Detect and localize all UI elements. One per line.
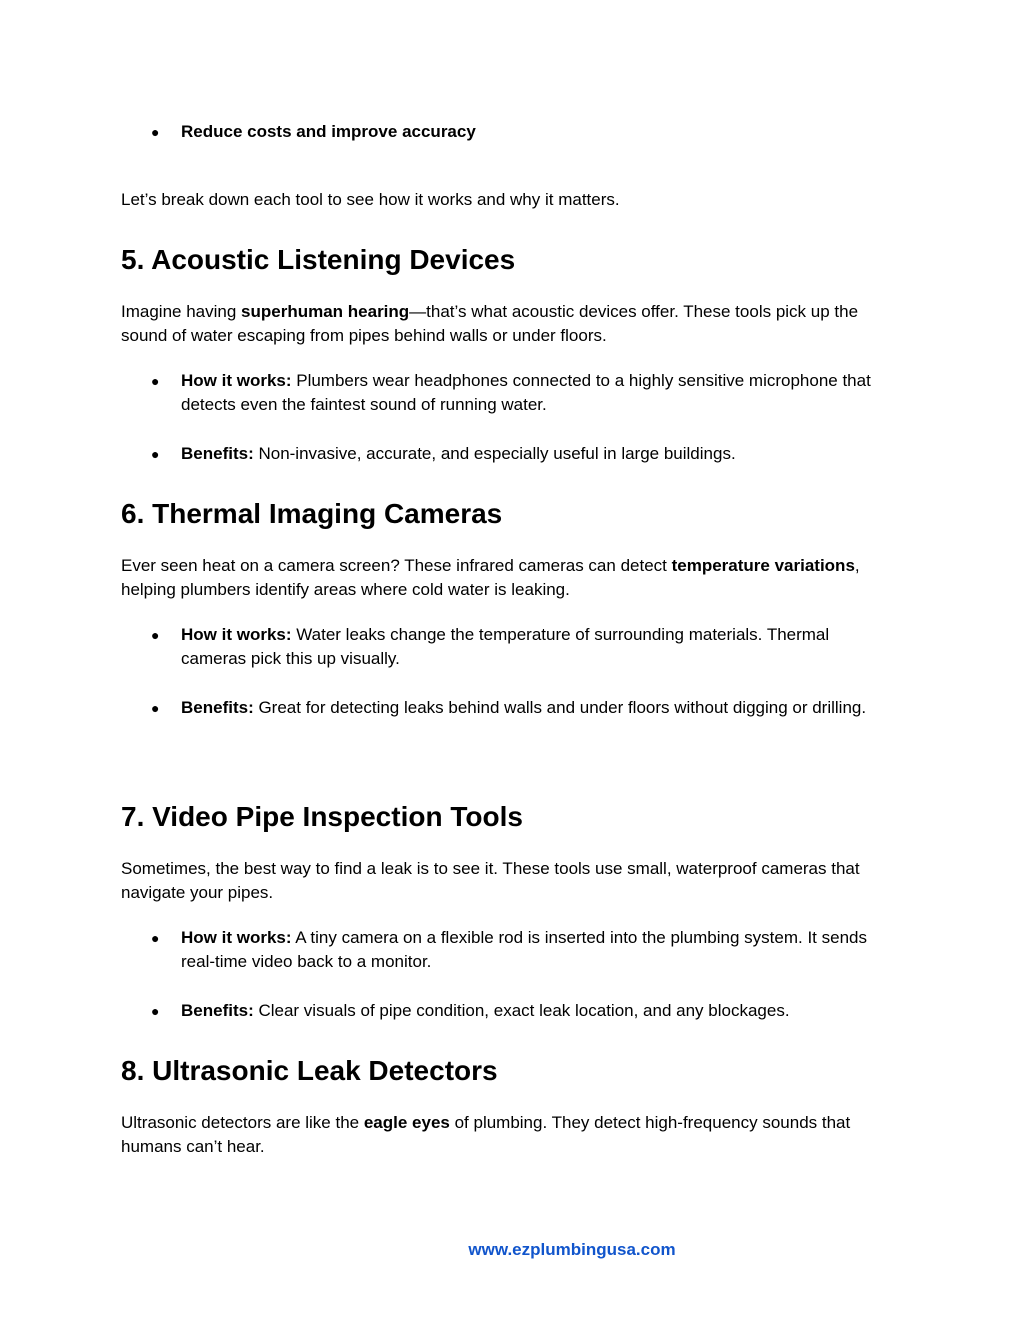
bullet-dot: ● [151,446,160,462]
footer-website-link[interactable]: www.ezplumbingusa.com [468,1240,676,1259]
bullet-dot: ● [151,373,160,389]
bullet-dot: ● [151,627,160,643]
intro-paragraph: Let’s break down each tool to see how it works and why it matters. [121,190,620,209]
bullet-text: Benefits: Great for detecting leaks behind walls and under floors without digging or drilling. [181,698,867,717]
bullet-text: Reduce costs and improve accuracy [181,122,476,141]
section-paragraph-5: Imagine having superhuman hearing—that’s what acoustic devices offer. These tools pick up the sound of water escaping from pipes behind walls or under floors. [121,302,859,345]
section-paragraph-6: Ever seen heat on a camera screen? These infrared cameras can detect temperature variations, helping plumbers identify areas where cold water is leaking. [121,556,860,599]
bullet-text: How it works: Plumbers wear headphones connected to a highly sensitive microphone that detects even the faintest sound of running water. [181,371,871,414]
bullet-dot: ● [151,700,160,716]
bullet-text: Benefits: Non-invasive, accurate, and especially useful in large buildings. [181,444,736,463]
section-heading-5: 5. Acoustic Listening Devices [121,244,516,275]
bullet-text: How it works: Water leaks change the temperature of surrounding materials. Thermal cameras pick this up visually. [181,625,830,668]
section-paragraph-7: Sometimes, the best way to find a leak is to see it. These tools use small, waterproof cameras that navigate your pipes. [121,859,860,902]
bullet-dot: ● [151,930,160,946]
bullet-text: Benefits: Clear visuals of pipe condition, exact leak location, and any blockages. [181,1001,790,1020]
bullet-text: How it works: A tiny camera on a flexible rod is inserted into the plumbing system. It sends real-time video back to a monitor. [181,928,867,971]
section-heading-7: 7. Video Pipe Inspection Tools [121,801,523,832]
bullet-dot: ● [151,1003,160,1019]
section-paragraph-8: Ultrasonic detectors are like the eagle eyes of plumbing. They detect high-frequency sounds that humans can’t hear. [121,1113,851,1156]
section-heading-6: 6. Thermal Imaging Cameras [121,498,503,529]
section-heading-8: 8. Ultrasonic Leak Detectors [121,1055,498,1086]
bullet-dot: ● [151,124,160,140]
